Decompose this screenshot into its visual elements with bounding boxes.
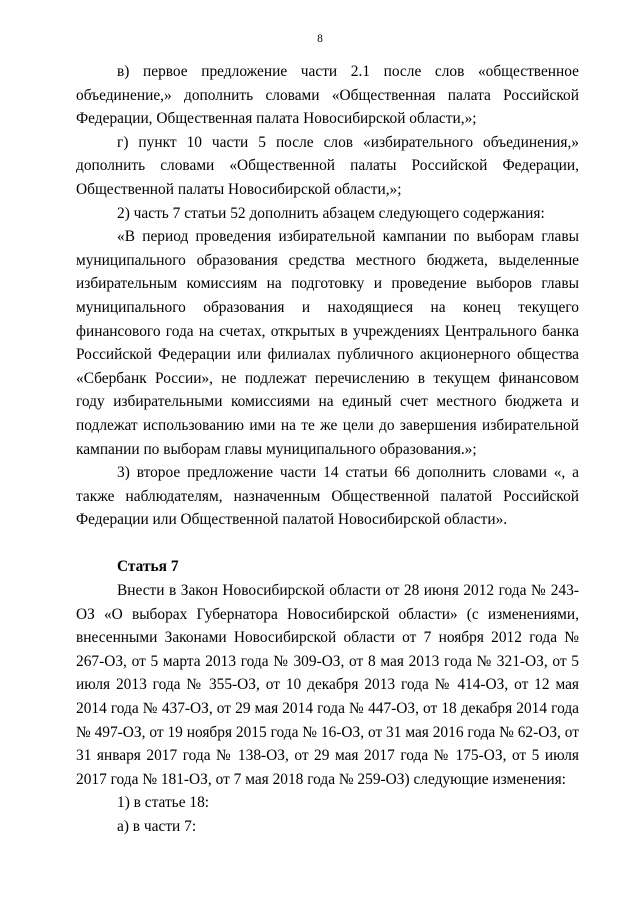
article-heading: Статья 7 <box>117 558 179 576</box>
document-body <box>76 60 579 839</box>
paragraph-item-2: 2) часть 7 статьи 52 дополнить абзацем следующего содержания: <box>117 204 545 222</box>
paragraph-amend-v: в) первое предложение части 2.1 после слов «общественное объединение,» дополнить словами «Общественная палата Российской Федерации, Общественная палата Новосибирской области,»; <box>76 63 579 128</box>
paragraph-article-intro: Внести в Закон Новосибирской области от 28 июня 2012 года № 243-ОЗ «О выборах Губернатора Новосибирской области» (с изменениями, внесенными Законами Новосибирской области от 7 ноября 2012 года № 267-ОЗ, от 5 марта 2013 года № 309-ОЗ, от 8 мая 2013 года № 321-ОЗ, от 5 июля 2013 года № 355-ОЗ, от 10 декабря 2013 года № 414-ОЗ, от 12 мая 2014 года № 437-ОЗ, от 29 мая 2014 года № 447-ОЗ, от 18 декабря 2014 года № 497-ОЗ, от 19 ноября 2015 года № 16-ОЗ, от 31 мая 2016 года № 62-ОЗ, от 31 января 2017 года № 138-ОЗ, от 29 мая 2017 года № 175-ОЗ, от 5 июля 2017 года № 181-ОЗ, от 7 мая 2018 года № 259-ОЗ) следующие изменения: <box>76 582 579 788</box>
paragraph-subitem-a: а) в части 7: <box>117 818 197 835</box>
paragraph-item-1: 1) в статье 18: <box>117 794 210 812</box>
paragraph-quoted-text: «В период проведения избирательной кампании по выборам главы муниципального образования средства местного бюджета, выделенные избирательным комиссиям на подготовку и проведение выборов главы муниципального образования и находящиеся на конец текущего финансового года на счетах, открытых в учреждениях Центрального банка Российской Федерации или филиалах публичного акционерного общества «Сбербанк России», не подлежат перечислению в текущем финансовом году избирательными комиссиями на единый счет местного бюджета и подлежат использованию ими на те же цели до завершения избирательной кампании по выборам главы муниципального образования.»; <box>76 228 579 458</box>
page-number: 8 <box>317 33 323 45</box>
paragraph-amend-g: г) пункт 10 части 5 после слов «избирательного объединения,» дополнить словами «Общественной палаты Российской Федерации, Общественной палаты Новосибирской области,»; <box>76 133 579 198</box>
paragraph-item-3: 3) второе предложение части 14 статьи 66 дополнить словами «, а также наблюдателям, назначенным Общественной палатой Российской Федерации или Общественной палатой Новосибирской области». <box>76 464 579 529</box>
